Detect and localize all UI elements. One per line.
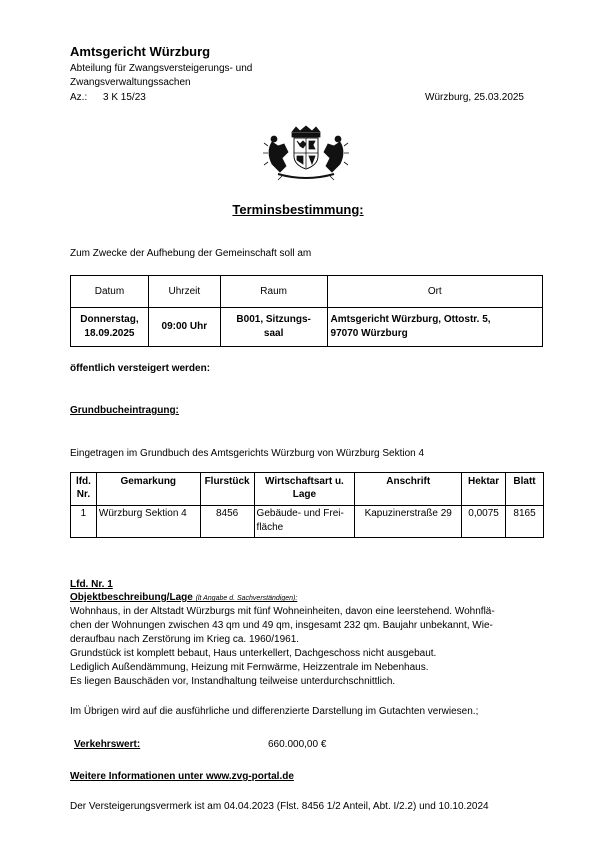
object-heading-text: Objektbeschreibung/Lage xyxy=(70,592,193,603)
auction-statement: öffentlich versteigert werden: xyxy=(70,363,211,374)
cell-wirtschaftsart-line-1: Gebäude- und Frei- xyxy=(256,508,344,519)
land-register-table xyxy=(70,472,544,538)
appointment-row xyxy=(71,308,543,347)
header-time: Uhrzeit xyxy=(148,276,220,308)
object-heading-note: (lt Angabe d. Sachverständigen): xyxy=(195,595,298,602)
appointment-place xyxy=(327,308,542,347)
auction-note: Der Versteigerungsvermerk ist am 04.04.2023 (Flst. 8456 1/2 Anteil, Abt. I/2.2) und 10.10.2024 xyxy=(70,801,489,812)
object-description-line: deraufbau nach Zerstörung im Krieg ca. 1960/1961. xyxy=(70,634,300,645)
header-anschrift: Anschrift xyxy=(355,473,462,506)
land-register-header-row xyxy=(71,473,544,506)
cell-lfd-nr: 1 xyxy=(71,506,97,538)
header-hektar: Hektar xyxy=(462,473,506,506)
appointment-room-line-1: B001, Sitzungs- xyxy=(236,314,311,325)
more-info-link[interactable]: Weitere Informationen unter www.zvg-portal.de xyxy=(70,771,294,782)
header-wirtschaftsart-line-2: Lage xyxy=(292,489,317,500)
header-date: Datum xyxy=(71,276,149,308)
appointment-place-line-1: Amtsgericht Würzburg, Ottostr. 5, xyxy=(330,314,491,325)
header-wirtschaftsart xyxy=(254,473,355,506)
case-number: 3 K 15/23 xyxy=(103,92,146,103)
appointment-date-line-1: Donnerstag, xyxy=(80,314,139,325)
appointment-room xyxy=(220,308,327,347)
object-description-line: Wohnhaus, in der Altstadt Würzburgs mit fünf Wohneinheiten, davon eine leerstehend. Wohnflä- xyxy=(70,606,495,617)
cell-hektar: 0,0075 xyxy=(462,506,506,538)
appointment-place-line-2: 97070 Würzburg xyxy=(330,328,408,339)
department xyxy=(70,62,252,90)
land-register-text: Eingetragen im Grundbuch des Amtsgerichts Würzburg von Würzburg Sektion 4 xyxy=(70,448,425,459)
header-wirtschaftsart-line-1: Wirtschaftsart u. xyxy=(265,476,344,487)
header-lfd-line-2: Nr. xyxy=(76,489,91,500)
land-register-heading: Grundbucheintragung: xyxy=(70,405,179,416)
land-register-row xyxy=(71,506,544,538)
appointment-time: 09:00 Uhr xyxy=(148,308,220,347)
object-number: Lfd. Nr. 1 xyxy=(70,579,113,590)
appointment-table xyxy=(70,275,543,347)
appointment-date xyxy=(71,308,149,347)
coat-of-arms-seal xyxy=(262,124,350,182)
cell-wirtschaftsart-line-2: fläche xyxy=(256,522,284,533)
market-value-amount: 660.000,00 € xyxy=(268,739,327,750)
object-description-line: Grundstück ist komplett bebaut, Haus unterkellert, Dachgeschoss nicht ausgebaut. xyxy=(70,648,437,659)
appointment-date-line-2: 18.09.2025 xyxy=(84,328,135,339)
department-line-2: Zwangsverwaltungssachen xyxy=(70,77,191,88)
object-heading xyxy=(70,592,297,603)
appointment-room-line-2: saal xyxy=(263,328,284,339)
header-lfd-nr xyxy=(71,473,97,506)
cell-wirtschaftsart xyxy=(254,506,355,538)
document-title: Terminsbestimmung: xyxy=(232,202,364,217)
header-flurstueck: Flurstück xyxy=(200,473,254,506)
place-date: Würzburg, 25.03.2025 xyxy=(425,92,524,103)
header-lfd-line-1: lfd. xyxy=(75,476,91,487)
cell-flurstueck: 8456 xyxy=(200,506,254,538)
object-description-line: Lediglich Außendämmung, Heizung mit Fernwärme, Heizzentrale im Nebenhaus. xyxy=(70,662,429,673)
cell-blatt: 8165 xyxy=(506,506,544,538)
case-number-label: Az.: xyxy=(70,92,88,103)
object-description-line: chen der Wohnungen zwischen 43 qm und 49 qm, insgesamt 232 qm. Baujahr unbekannt, Wie- xyxy=(70,620,493,631)
department-line-1: Abteilung für Zwangsversteigerungs- und xyxy=(70,63,253,74)
court-name: Amtsgericht Würzburg xyxy=(70,44,211,59)
object-description xyxy=(70,605,495,689)
appointment-header-row xyxy=(71,276,543,308)
header-room: Raum xyxy=(220,276,327,308)
cell-anschrift: Kapuzinerstraße 29 xyxy=(355,506,462,538)
header-blatt: Blatt xyxy=(506,473,544,506)
cell-gemarkung: Würzburg Sektion 4 xyxy=(96,506,200,538)
header-place: Ort xyxy=(327,276,542,308)
header-gemarkung: Gemarkung xyxy=(96,473,200,506)
market-value-label: Verkehrswert: xyxy=(74,739,141,750)
expert-report-reference: Im Übrigen wird auf die ausführliche und differenzierte Darstellung im Gutachten verwiesen.; xyxy=(70,706,479,717)
object-description-line: Es liegen Bauschäden vor, Instandhaltung teilweise unterdurchschnittlich. xyxy=(70,676,396,687)
intro-text: Zum Zwecke der Aufhebung der Gemeinschaft soll am xyxy=(70,248,312,259)
